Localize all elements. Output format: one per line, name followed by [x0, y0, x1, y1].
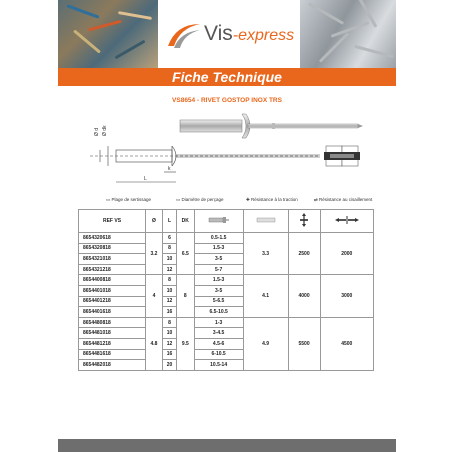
header-l: L — [162, 210, 176, 233]
ref-cell: 8654481618 — [79, 349, 146, 360]
ref-cell: 8654481218 — [79, 338, 146, 349]
rivet-schematic — [90, 146, 320, 182]
drill-cell: 4.1 — [243, 275, 288, 317]
ref-cell: 8654321018 — [79, 254, 146, 265]
diameter-cell: 3.2 — [146, 233, 163, 275]
ref-cell: 8654401018 — [79, 285, 146, 296]
legend-drill: ▭ Diamètre de perçage — [176, 197, 224, 202]
clamp-cell: 3-4.5 — [194, 328, 243, 339]
dk-cell: 8 — [177, 275, 195, 317]
clamp-cell: 4.5-6 — [194, 338, 243, 349]
ref-cell: 8654482018 — [79, 360, 146, 371]
shear-cell: 3000 — [320, 275, 373, 317]
rivet-photo — [180, 114, 363, 138]
length-cell: 12 — [162, 296, 176, 307]
banner-title: Fiche Technique — [172, 69, 282, 85]
tensile-cell: 2500 — [288, 233, 320, 275]
length-cell: 6 — [162, 233, 176, 244]
legend-tensile: ✚ Résistance à la traction — [246, 197, 298, 202]
length-cell: 10 — [162, 254, 176, 265]
length-cell: 8 — [162, 275, 176, 286]
section-view — [324, 146, 360, 166]
legend-clamp: ▭ Plage de sertissage — [106, 197, 152, 202]
spec-table — [78, 209, 374, 371]
tools-photo — [58, 0, 158, 68]
legend — [84, 195, 374, 207]
ref-cell: 8654480818 — [79, 317, 146, 328]
tensile-cell: 5500 — [288, 317, 320, 370]
clamp-cell: 3-5 — [194, 285, 243, 296]
product-title: VS8654 - RIVET GOSTOP INOX TRS — [172, 97, 282, 104]
length-cell: 10 — [162, 285, 176, 296]
header — [58, 0, 396, 68]
dim-k: k — [168, 166, 171, 172]
rivet-drawing — [80, 110, 380, 192]
table-row — [79, 317, 374, 328]
screws-photo — [300, 0, 396, 68]
clamp-cell: 5-7 — [194, 264, 243, 275]
header-tensile-icon — [288, 210, 320, 233]
legend-shear: ⇄ Résistance au cisaillement — [314, 197, 373, 202]
ref-cell: 8654401218 — [79, 296, 146, 307]
swoosh-icon — [166, 20, 202, 50]
table-row — [79, 275, 374, 286]
dk-cell: 9.5 — [177, 317, 195, 370]
tensile-cell: 4000 — [288, 275, 320, 317]
dim-d: Ø d — [94, 127, 100, 136]
drill-cell: 4.9 — [243, 317, 288, 370]
length-cell: 12 — [162, 264, 176, 275]
dk-cell: 6.5 — [177, 233, 195, 275]
footer-bar — [58, 439, 396, 452]
clamp-cell: 1.5-3 — [194, 243, 243, 254]
logo — [166, 18, 296, 54]
diameter-cell: 4.8 — [146, 317, 163, 370]
length-cell: 16 — [162, 349, 176, 360]
length-cell: 16 — [162, 307, 176, 318]
logo-suffix: -express — [232, 27, 295, 44]
clamp-cell: 1.5-3 — [194, 275, 243, 286]
header-drill-icon — [243, 210, 288, 233]
ref-cell: 8654481018 — [79, 328, 146, 339]
shear-cell: 4500 — [320, 317, 373, 370]
diameter-cell: 4 — [146, 275, 163, 317]
length-cell: 12 — [162, 338, 176, 349]
length-cell: 20 — [162, 360, 176, 371]
header-d: Ø — [146, 210, 163, 233]
logo-main: Vis — [204, 22, 233, 45]
header-dk: DK — [177, 210, 195, 233]
clamp-cell: 0.5-1.5 — [194, 233, 243, 244]
clamp-cell: 3-5 — [194, 254, 243, 265]
length-cell: 8 — [162, 317, 176, 328]
banner — [58, 68, 396, 86]
clamp-cell: 6-10.5 — [194, 349, 243, 360]
ref-cell: 8654320818 — [79, 243, 146, 254]
clamp-cell: 1-3 — [194, 317, 243, 328]
table-row — [79, 233, 374, 244]
clamp-cell: 5-6.5 — [194, 296, 243, 307]
drill-cell: 3.3 — [243, 233, 288, 275]
dim-dk: Ø dk — [102, 125, 108, 136]
ref-cell: 8654400818 — [79, 275, 146, 286]
ref-cell: 8654401618 — [79, 307, 146, 318]
header-shear-icon — [320, 210, 373, 233]
clamp-cell: 10.5-14 — [194, 360, 243, 371]
length-cell: 8 — [162, 243, 176, 254]
ref-cell: 8654321218 — [79, 264, 146, 275]
header-clamp-icon — [194, 210, 243, 233]
clamp-cell: 6.5-10.5 — [194, 307, 243, 318]
header-ref: REF VS — [79, 210, 146, 233]
shear-cell: 2000 — [320, 233, 373, 275]
dim-l: L — [144, 176, 147, 182]
ref-cell: 8654320618 — [79, 233, 146, 244]
length-cell: 10 — [162, 328, 176, 339]
